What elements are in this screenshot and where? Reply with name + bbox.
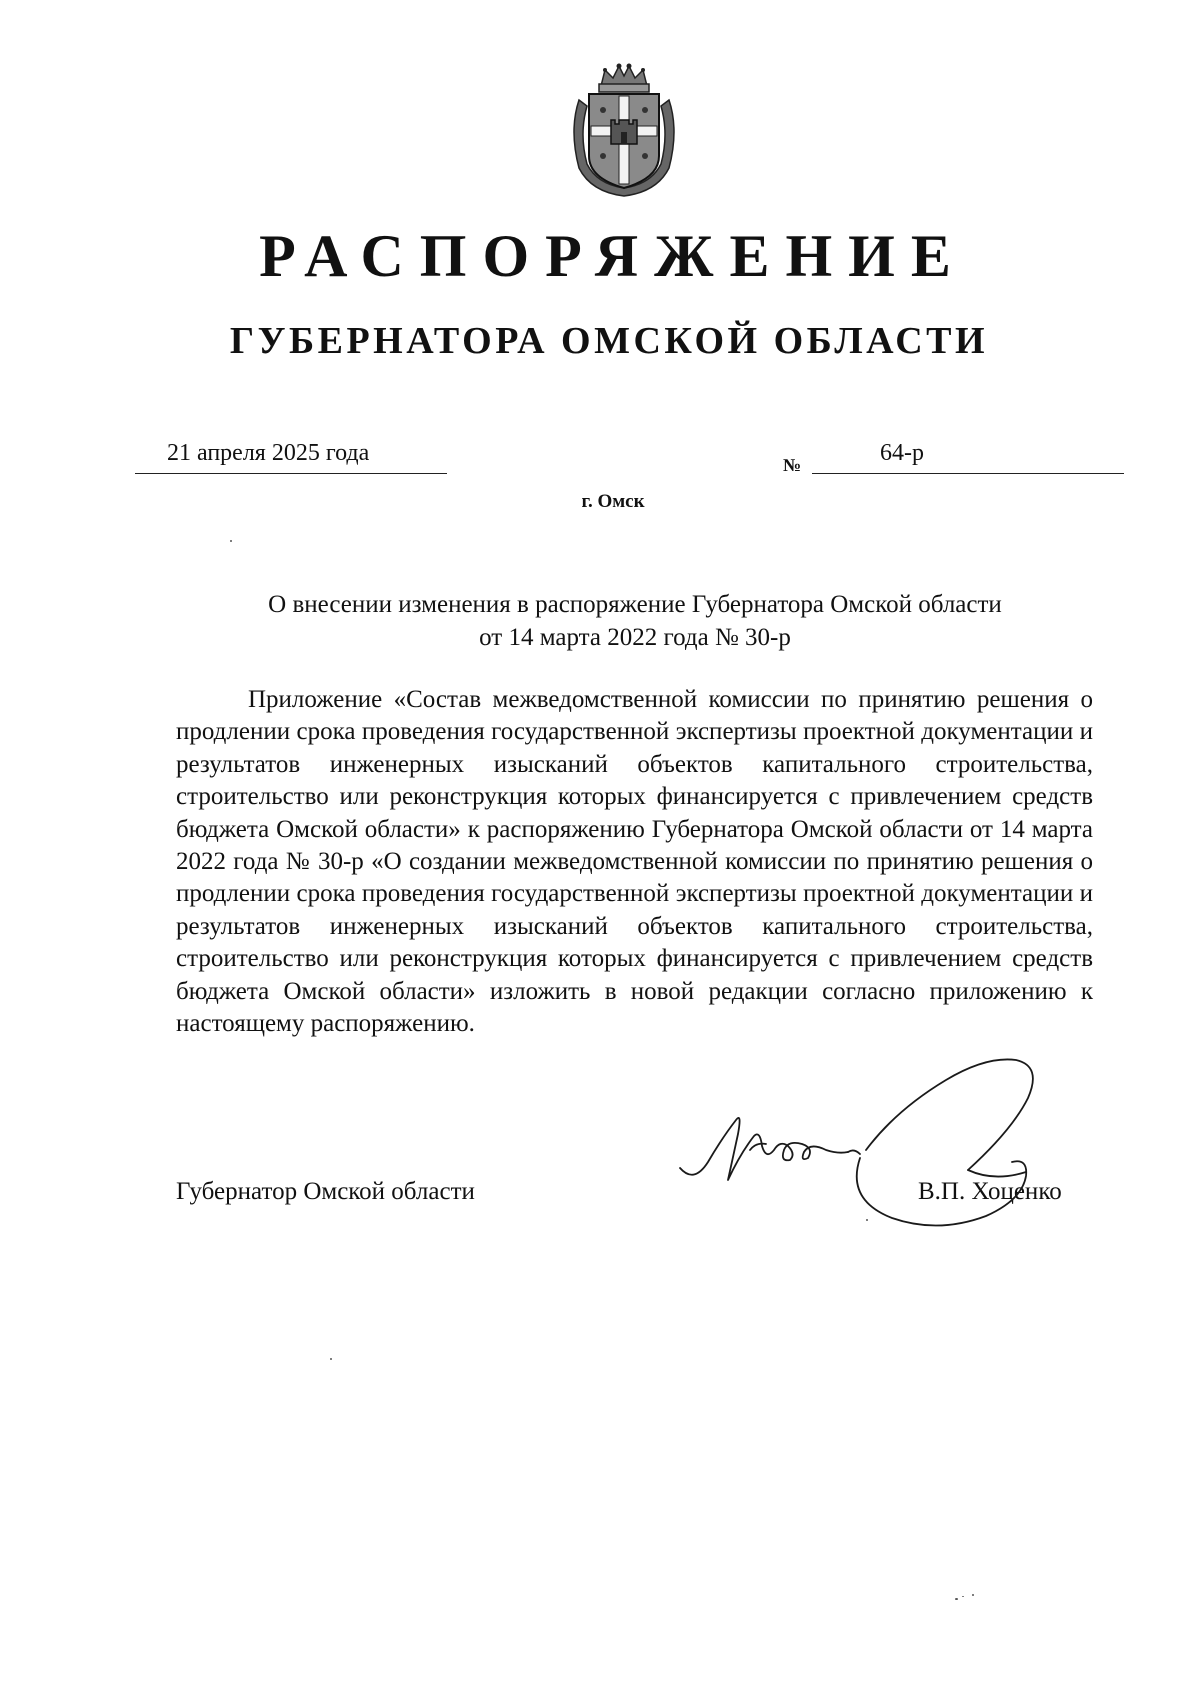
issuer-title: ГУБЕРНАТОРА ОМСКОЙ ОБЛАСТИ [229, 320, 989, 362]
signatory-position: Губернатор Омской области [176, 1178, 475, 1205]
body-paragraph: Приложение «Состав межведомственной комиссии по принятию решения о продлении срока проведения государственной экспертизы проектной документации и результатов инженерных изысканий объектов капитального строительства, строительство или реконструкция которых финансируется с привлечением средств бюджета Омской области» к распоряжению Губернатора Омской области от 14 марта 2022 года № 30-р «О создании межведомственной комиссии по принятию решения о продлении срока проведения государственной экспертизы проектной документации и результатов инженерных изысканий объектов капитального строительства, строительство или реконструкция которых финансируется с привлечением средств бюджета Омской области» изложить в новой редакции согласно приложению к настоящему распоряжению. [176, 686, 1093, 1038]
document-subject [180, 588, 1090, 654]
document-date: 21 апреля 2025 года [167, 440, 370, 466]
subject-line-1: О внесении изменения в распоряжение Губернатора Омской области [268, 591, 1002, 618]
scan-speck [955, 1598, 958, 1600]
scan-speck [866, 1219, 868, 1221]
handwritten-signature-icon [676, 1050, 1106, 1240]
coat-of-arms-icon [565, 60, 683, 198]
number-field [812, 438, 1124, 474]
number-label: № [783, 455, 802, 475]
subject-line-2: от 14 марта 2022 года № 30-р [479, 624, 791, 651]
signatory-name: В.П. Хоценко [918, 1178, 1062, 1205]
scan-speck [962, 1596, 964, 1597]
scan-speck [230, 540, 232, 542]
city-name: г. Омск [581, 491, 645, 512]
document-number: 64-р [880, 440, 924, 466]
number-underline [812, 473, 1124, 474]
date-underline [135, 473, 447, 474]
scan-speck [330, 1358, 332, 1360]
document-title: РАСПОРЯЖЕНИЕ [259, 223, 967, 289]
date-field [135, 438, 447, 474]
scan-speck [972, 1594, 974, 1596]
